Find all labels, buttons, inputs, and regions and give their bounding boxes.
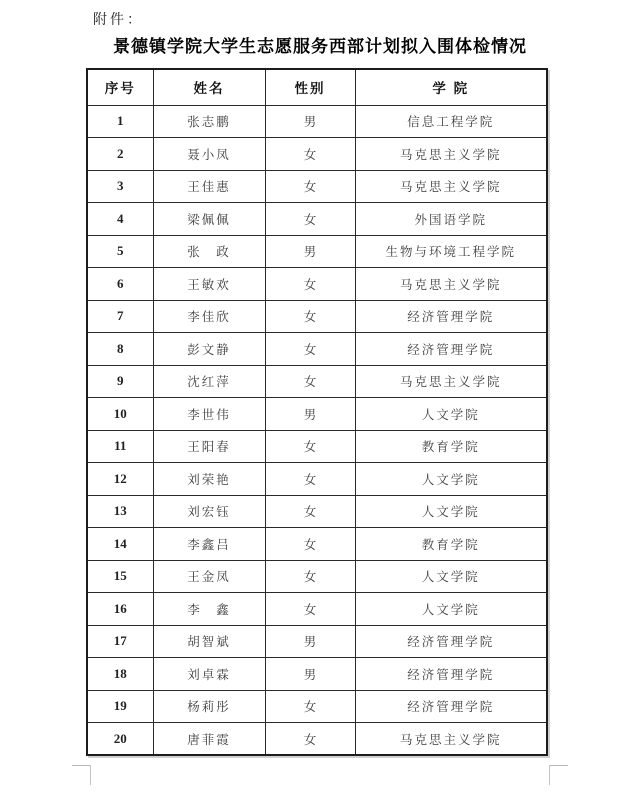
gender-cell: 女 <box>265 463 355 496</box>
gender-cell: 男 <box>265 398 355 431</box>
serial-cell: 19 <box>87 690 153 723</box>
name-cell: 杨莉彤 <box>153 690 265 723</box>
college-cell: 人文学院 <box>355 398 547 431</box>
name-cell: 唐菲霞 <box>153 723 265 756</box>
table-row <box>87 268 547 301</box>
serial-cell: 12 <box>87 463 153 496</box>
page-title: 景德镇学院大学生志愿服务西部计划拟入围体检情况 <box>113 37 527 56</box>
table-row <box>87 723 547 756</box>
college-cell: 马克思主义学院 <box>355 268 547 301</box>
gender-cell: 男 <box>265 625 355 658</box>
name-cell: 王金凤 <box>153 560 265 593</box>
serial-cell: 17 <box>87 625 153 658</box>
serial-cell: 6 <box>87 268 153 301</box>
name-cell: 梁佩佩 <box>153 203 265 236</box>
page-margin-corner-mark-right <box>549 765 568 785</box>
college-cell: 生物与环境工程学院 <box>355 235 547 268</box>
name-cell: 王敏欢 <box>153 268 265 301</box>
table-row <box>87 658 547 691</box>
table-row <box>87 365 547 398</box>
serial-cell: 20 <box>87 723 153 756</box>
name-cell: 王佳惠 <box>153 170 265 203</box>
physical-exam-candidates-table <box>86 68 548 756</box>
gender-cell: 女 <box>265 560 355 593</box>
serial-cell: 9 <box>87 365 153 398</box>
name-cell: 李鑫吕 <box>153 528 265 561</box>
serial-cell: 15 <box>87 560 153 593</box>
table-row <box>87 105 547 138</box>
table-row <box>87 528 547 561</box>
gender-cell: 女 <box>265 723 355 756</box>
gender-cell: 女 <box>265 300 355 333</box>
serial-cell: 10 <box>87 398 153 431</box>
college-cell: 马克思主义学院 <box>355 365 547 398</box>
gender-cell: 女 <box>265 333 355 366</box>
page-margin-corner-mark-left <box>72 765 91 785</box>
serial-cell: 1 <box>87 105 153 138</box>
gender-cell: 女 <box>265 170 355 203</box>
table-row <box>87 495 547 528</box>
column-header-1: 姓名 <box>153 69 265 105</box>
gender-cell: 女 <box>265 495 355 528</box>
college-cell: 经济管理学院 <box>355 333 547 366</box>
name-cell: 刘卓霖 <box>153 658 265 691</box>
column-header-2: 性别 <box>265 69 355 105</box>
table-row <box>87 300 547 333</box>
serial-cell: 14 <box>87 528 153 561</box>
college-cell: 经济管理学院 <box>355 658 547 691</box>
table-body <box>87 105 547 755</box>
gender-cell: 女 <box>265 430 355 463</box>
table-row <box>87 170 547 203</box>
serial-cell: 5 <box>87 235 153 268</box>
column-header-0: 序号 <box>87 69 153 105</box>
name-cell: 刘荣艳 <box>153 463 265 496</box>
name-cell: 彭文静 <box>153 333 265 366</box>
college-cell: 马克思主义学院 <box>355 138 547 171</box>
table-row <box>87 625 547 658</box>
college-cell: 马克思主义学院 <box>355 723 547 756</box>
college-cell: 马克思主义学院 <box>355 170 547 203</box>
serial-cell: 4 <box>87 203 153 236</box>
gender-cell: 女 <box>265 268 355 301</box>
gender-cell: 女 <box>265 690 355 723</box>
name-cell: 李佳欣 <box>153 300 265 333</box>
college-cell: 教育学院 <box>355 430 547 463</box>
gender-cell: 女 <box>265 203 355 236</box>
serial-cell: 11 <box>87 430 153 463</box>
table-row <box>87 203 547 236</box>
serial-cell: 7 <box>87 300 153 333</box>
name-cell: 李世伟 <box>153 398 265 431</box>
college-cell: 人文学院 <box>355 463 547 496</box>
column-header-3: 学 院 <box>355 69 547 105</box>
serial-cell: 3 <box>87 170 153 203</box>
table-row <box>87 398 547 431</box>
gender-cell: 男 <box>265 235 355 268</box>
gender-cell: 女 <box>265 528 355 561</box>
college-cell: 人文学院 <box>355 560 547 593</box>
table-row <box>87 463 547 496</box>
college-cell: 信息工程学院 <box>355 105 547 138</box>
name-cell: 张志鹏 <box>153 105 265 138</box>
serial-cell: 2 <box>87 138 153 171</box>
serial-cell: 8 <box>87 333 153 366</box>
college-cell: 人文学院 <box>355 593 547 626</box>
serial-cell: 18 <box>87 658 153 691</box>
table-row <box>87 138 547 171</box>
name-cell: 王阳春 <box>153 430 265 463</box>
gender-cell: 女 <box>265 138 355 171</box>
name-cell: 胡智斌 <box>153 625 265 658</box>
serial-cell: 16 <box>87 593 153 626</box>
gender-cell: 女 <box>265 365 355 398</box>
name-cell: 李 鑫 <box>153 593 265 626</box>
table-row <box>87 235 547 268</box>
name-cell: 聂小凤 <box>153 138 265 171</box>
name-cell: 刘宏钰 <box>153 495 265 528</box>
table-row <box>87 430 547 463</box>
college-cell: 外国语学院 <box>355 203 547 236</box>
table-header-row <box>87 69 547 105</box>
gender-cell: 女 <box>265 593 355 626</box>
attachment-label: 附件： <box>93 11 144 27</box>
table-row <box>87 560 547 593</box>
gender-cell: 男 <box>265 105 355 138</box>
serial-cell: 13 <box>87 495 153 528</box>
college-cell: 经济管理学院 <box>355 300 547 333</box>
table-header <box>87 69 547 105</box>
gender-cell: 男 <box>265 658 355 691</box>
college-cell: 经济管理学院 <box>355 625 547 658</box>
name-cell: 沈红萍 <box>153 365 265 398</box>
table-row <box>87 593 547 626</box>
table-row <box>87 333 547 366</box>
name-cell: 张 政 <box>153 235 265 268</box>
college-cell: 教育学院 <box>355 528 547 561</box>
table-row <box>87 690 547 723</box>
college-cell: 人文学院 <box>355 495 547 528</box>
college-cell: 经济管理学院 <box>355 690 547 723</box>
